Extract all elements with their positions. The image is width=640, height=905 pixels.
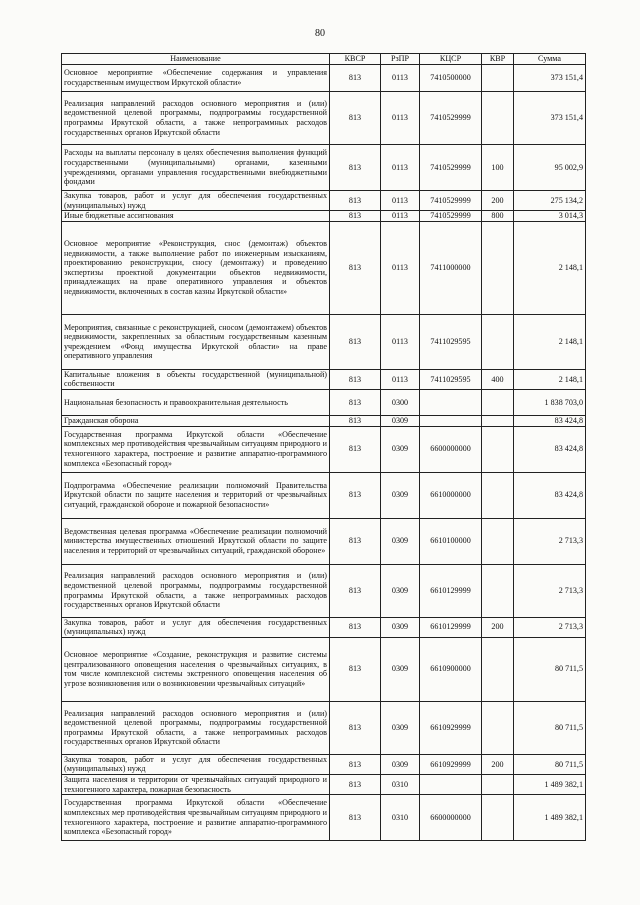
row-kvsr-cell: 813 <box>330 191 381 211</box>
row-kvr-cell <box>482 518 514 564</box>
row-kvsr-cell: 813 <box>330 211 381 222</box>
row-rzpr-cell: 0113 <box>381 369 420 389</box>
row-rzpr-cell: 0113 <box>381 191 420 211</box>
row-kvsr-cell: 813 <box>330 369 381 389</box>
row-rzpr-cell: 0309 <box>381 472 420 518</box>
table-row <box>62 472 586 518</box>
row-sum-cell: 83 424,8 <box>514 472 586 518</box>
row-sum-cell: 95 002,9 <box>514 145 586 191</box>
row-kvr-cell <box>482 426 514 472</box>
row-kvr-cell <box>482 221 514 314</box>
row-kvsr-cell: 813 <box>330 221 381 314</box>
row-sum-cell: 1 838 703,0 <box>514 389 586 415</box>
row-kcsr-cell: 6610929999 <box>420 701 482 754</box>
row-rzpr-cell: 0113 <box>381 145 420 191</box>
row-name-cell: Основное мероприятие «Создание, реконструкция и развитие системы централизованного оповещения населения о чрезвычайных ситуациях, в том числе комплексной системы экстренного оповещения населения об угрозе возникновения или о возникновении чрезвычайных ситуаций» <box>62 637 330 701</box>
row-kvsr-cell: 813 <box>330 65 381 92</box>
row-kvsr-cell: 813 <box>330 472 381 518</box>
row-rzpr-cell: 0309 <box>381 617 420 637</box>
row-name-cell: Защита населения и территории от чрезвычайных ситуаций природного и техногенного характера, пожарная безопасность <box>62 774 330 794</box>
row-kcsr-cell: 7410529999 <box>420 92 482 145</box>
row-kvr-cell: 800 <box>482 211 514 222</box>
row-name-cell: Закупка товаров, работ и услуг для обеспечения государственных (муниципальных) нужд <box>62 617 330 637</box>
row-name-cell: Реализация направлений расходов основного мероприятия и (или) ведомственной целевой программы, подпрограммы государственной программы Иркутской области, а также непрограммных расходов государственных органов Иркутской области <box>62 92 330 145</box>
row-rzpr-cell: 0309 <box>381 415 420 426</box>
row-sum-cell: 80 711,5 <box>514 637 586 701</box>
row-kvsr-cell: 813 <box>330 564 381 617</box>
table-row <box>62 617 586 637</box>
row-rzpr-cell: 0309 <box>381 701 420 754</box>
row-kvr-cell: 400 <box>482 369 514 389</box>
row-rzpr-cell: 0113 <box>381 211 420 222</box>
row-kvsr-cell: 813 <box>330 701 381 754</box>
page-number: 80 <box>315 28 325 39</box>
row-kvr-cell: 100 <box>482 145 514 191</box>
row-rzpr-cell: 0309 <box>381 426 420 472</box>
row-kvsr-cell: 813 <box>330 145 381 191</box>
row-sum-cell: 3 014,3 <box>514 211 586 222</box>
row-kvr-cell <box>482 637 514 701</box>
row-name-cell: Основное мероприятие «Реконструкция, снос (демонтаж) объектов недвижимости, а также выполнение работ по инженерным изысканиям, проектированию реконструкции, сносу (демонтажу) и проведению экспертизы проектной документации объектов недвижимости, принадлежащих на праве оперативного управления и объектов недвижимости, включенных в состав казны Иркутской области» <box>62 221 330 314</box>
row-kvsr-cell: 813 <box>330 314 381 369</box>
row-kvr-cell <box>482 795 514 841</box>
row-kvsr-cell: 813 <box>330 92 381 145</box>
row-kcsr-cell: 6610129999 <box>420 564 482 617</box>
header-name: Наименование <box>62 54 330 65</box>
budget-table <box>61 53 586 841</box>
table-row <box>62 191 586 211</box>
row-sum-cell: 373 151,4 <box>514 92 586 145</box>
row-kcsr-cell <box>420 415 482 426</box>
row-kvr-cell: 200 <box>482 617 514 637</box>
row-sum-cell: 2 148,1 <box>514 314 586 369</box>
row-kvsr-cell: 813 <box>330 774 381 794</box>
row-rzpr-cell: 0310 <box>381 774 420 794</box>
row-kcsr-cell <box>420 774 482 794</box>
table-row <box>62 65 586 92</box>
row-kvr-cell <box>482 65 514 92</box>
row-kvsr-cell: 813 <box>330 795 381 841</box>
table-header-row <box>62 54 586 65</box>
row-rzpr-cell: 0309 <box>381 518 420 564</box>
row-kvsr-cell: 813 <box>330 617 381 637</box>
row-name-cell: Капитальные вложения в объекты государственной (муниципальной) собственности <box>62 369 330 389</box>
row-kvsr-cell: 813 <box>330 637 381 701</box>
row-kvr-cell <box>482 389 514 415</box>
row-rzpr-cell: 0113 <box>381 314 420 369</box>
row-rzpr-cell: 0310 <box>381 795 420 841</box>
row-rzpr-cell: 0309 <box>381 637 420 701</box>
row-kcsr-cell: 7411000000 <box>420 221 482 314</box>
row-rzpr-cell: 0309 <box>381 564 420 617</box>
table-row <box>62 221 586 314</box>
header-kvsr: КВСР <box>330 54 381 65</box>
header-rzpr: РзПР <box>381 54 420 65</box>
row-sum-cell: 2 713,3 <box>514 518 586 564</box>
row-sum-cell: 83 424,8 <box>514 415 586 426</box>
row-kcsr-cell: 7410500000 <box>420 65 482 92</box>
row-name-cell: Подпрограмма «Обеспечение реализации полномочий Правительства Иркутской области по защите населения и территорий от чрезвычайных ситуаций, гражданской обороне и пожарной безопасности» <box>62 472 330 518</box>
row-kvsr-cell: 813 <box>330 518 381 564</box>
row-name-cell: Иные бюджетные ассигнования <box>62 211 330 222</box>
header-kvr: КВР <box>482 54 514 65</box>
header-kcsr: КЦСР <box>420 54 482 65</box>
table-row <box>62 145 586 191</box>
row-sum-cell: 2 713,3 <box>514 564 586 617</box>
table-row <box>62 637 586 701</box>
table-row <box>62 211 586 222</box>
row-kvr-cell <box>482 774 514 794</box>
row-kvr-cell <box>482 415 514 426</box>
row-name-cell: Основное мероприятие «Обеспечение содержания и управления государственным имуществом Иркутской области» <box>62 65 330 92</box>
row-kvr-cell <box>482 564 514 617</box>
row-rzpr-cell: 0309 <box>381 754 420 774</box>
row-name-cell: Расходы на выплаты персоналу в целях обеспечения выполнения функций государственными (муниципальными) органами, казенными учреждениями, органами управления государственными внебюджетными фондами <box>62 145 330 191</box>
row-kvr-cell <box>482 314 514 369</box>
row-kcsr-cell: 7410529999 <box>420 211 482 222</box>
row-kcsr-cell: 6610129999 <box>420 617 482 637</box>
row-kcsr-cell: 6610929999 <box>420 754 482 774</box>
table-row <box>62 415 586 426</box>
table-row <box>62 389 586 415</box>
row-kvr-cell <box>482 92 514 145</box>
row-sum-cell: 83 424,8 <box>514 426 586 472</box>
table-row <box>62 795 586 841</box>
row-kvsr-cell: 813 <box>330 389 381 415</box>
row-kcsr-cell: 6600000000 <box>420 795 482 841</box>
row-name-cell: Государственная программа Иркутской области «Обеспечение комплексных мер противодействия чрезвычайным ситуациям природного и техногенного характера, построение и развитие аппаратно-программного комплекса «Безопасный город» <box>62 426 330 472</box>
row-name-cell: Мероприятия, связанные с реконструкцией, сносом (демонтажем) объектов недвижимости, закрепленных за областным государственным казенным учреждением «Фонд имущества Иркутской области» на праве оперативного управления <box>62 314 330 369</box>
row-rzpr-cell: 0300 <box>381 389 420 415</box>
row-kvsr-cell: 813 <box>330 426 381 472</box>
table-row <box>62 369 586 389</box>
row-sum-cell: 1 489 382,1 <box>514 795 586 841</box>
row-sum-cell: 373 151,4 <box>514 65 586 92</box>
row-kvr-cell: 200 <box>482 754 514 774</box>
row-rzpr-cell: 0113 <box>381 221 420 314</box>
row-sum-cell: 1 489 382,1 <box>514 774 586 794</box>
row-kvr-cell <box>482 701 514 754</box>
row-kcsr-cell: 7411029595 <box>420 314 482 369</box>
table-row <box>62 314 586 369</box>
row-kcsr-cell <box>420 389 482 415</box>
row-kcsr-cell: 7410529999 <box>420 145 482 191</box>
row-name-cell: Государственная программа Иркутской области «Обеспечение комплексных мер противодействия чрезвычайным ситуациям природного и техногенного характера, построение и развитие аппаратно-программного комплекса «Безопасный город» <box>62 795 330 841</box>
row-kvr-cell: 200 <box>482 191 514 211</box>
row-kcsr-cell: 6610100000 <box>420 518 482 564</box>
row-sum-cell: 80 711,5 <box>514 701 586 754</box>
row-name-cell: Гражданская оборона <box>62 415 330 426</box>
row-kvsr-cell: 813 <box>330 754 381 774</box>
row-kcsr-cell: 6610900000 <box>420 637 482 701</box>
row-rzpr-cell: 0113 <box>381 92 420 145</box>
row-sum-cell: 275 134,2 <box>514 191 586 211</box>
row-sum-cell: 2 148,1 <box>514 369 586 389</box>
row-kcsr-cell: 7410529999 <box>420 191 482 211</box>
row-rzpr-cell: 0113 <box>381 65 420 92</box>
table-row <box>62 92 586 145</box>
row-kcsr-cell: 7411029595 <box>420 369 482 389</box>
row-name-cell: Закупка товаров, работ и услуг для обеспечения государственных (муниципальных) нужд <box>62 191 330 211</box>
table-row <box>62 518 586 564</box>
row-kcsr-cell: 6600000000 <box>420 426 482 472</box>
table-row <box>62 701 586 754</box>
row-sum-cell: 2 148,1 <box>514 221 586 314</box>
table-row <box>62 564 586 617</box>
row-kvr-cell <box>482 472 514 518</box>
table-row <box>62 774 586 794</box>
row-sum-cell: 80 711,5 <box>514 754 586 774</box>
row-name-cell: Закупка товаров, работ и услуг для обеспечения государственных (муниципальных) нужд <box>62 754 330 774</box>
header-sum: Сумма <box>514 54 586 65</box>
table-row <box>62 426 586 472</box>
row-name-cell: Ведомственная целевая программа «Обеспечение реализации полномочий министерства имущественных отношений Иркутской области по защите населения и территорий от чрезвычайных ситуаций, гражданской обороне» <box>62 518 330 564</box>
row-sum-cell: 2 713,3 <box>514 617 586 637</box>
row-name-cell: Реализация направлений расходов основного мероприятия и (или) ведомственной целевой программы, подпрограммы государственной программы Иркутской области, а также непрограммных расходов государственных органов Иркутской области <box>62 701 330 754</box>
row-name-cell: Реализация направлений расходов основного мероприятия и (или) ведомственной целевой программы, подпрограммы государственной программы Иркутской области, а также непрограммных расходов государственных органов Иркутской области <box>62 564 330 617</box>
table-row <box>62 754 586 774</box>
row-name-cell: Национальная безопасность и правоохранительная деятельность <box>62 389 330 415</box>
row-kvsr-cell: 813 <box>330 415 381 426</box>
row-kcsr-cell: 6610000000 <box>420 472 482 518</box>
